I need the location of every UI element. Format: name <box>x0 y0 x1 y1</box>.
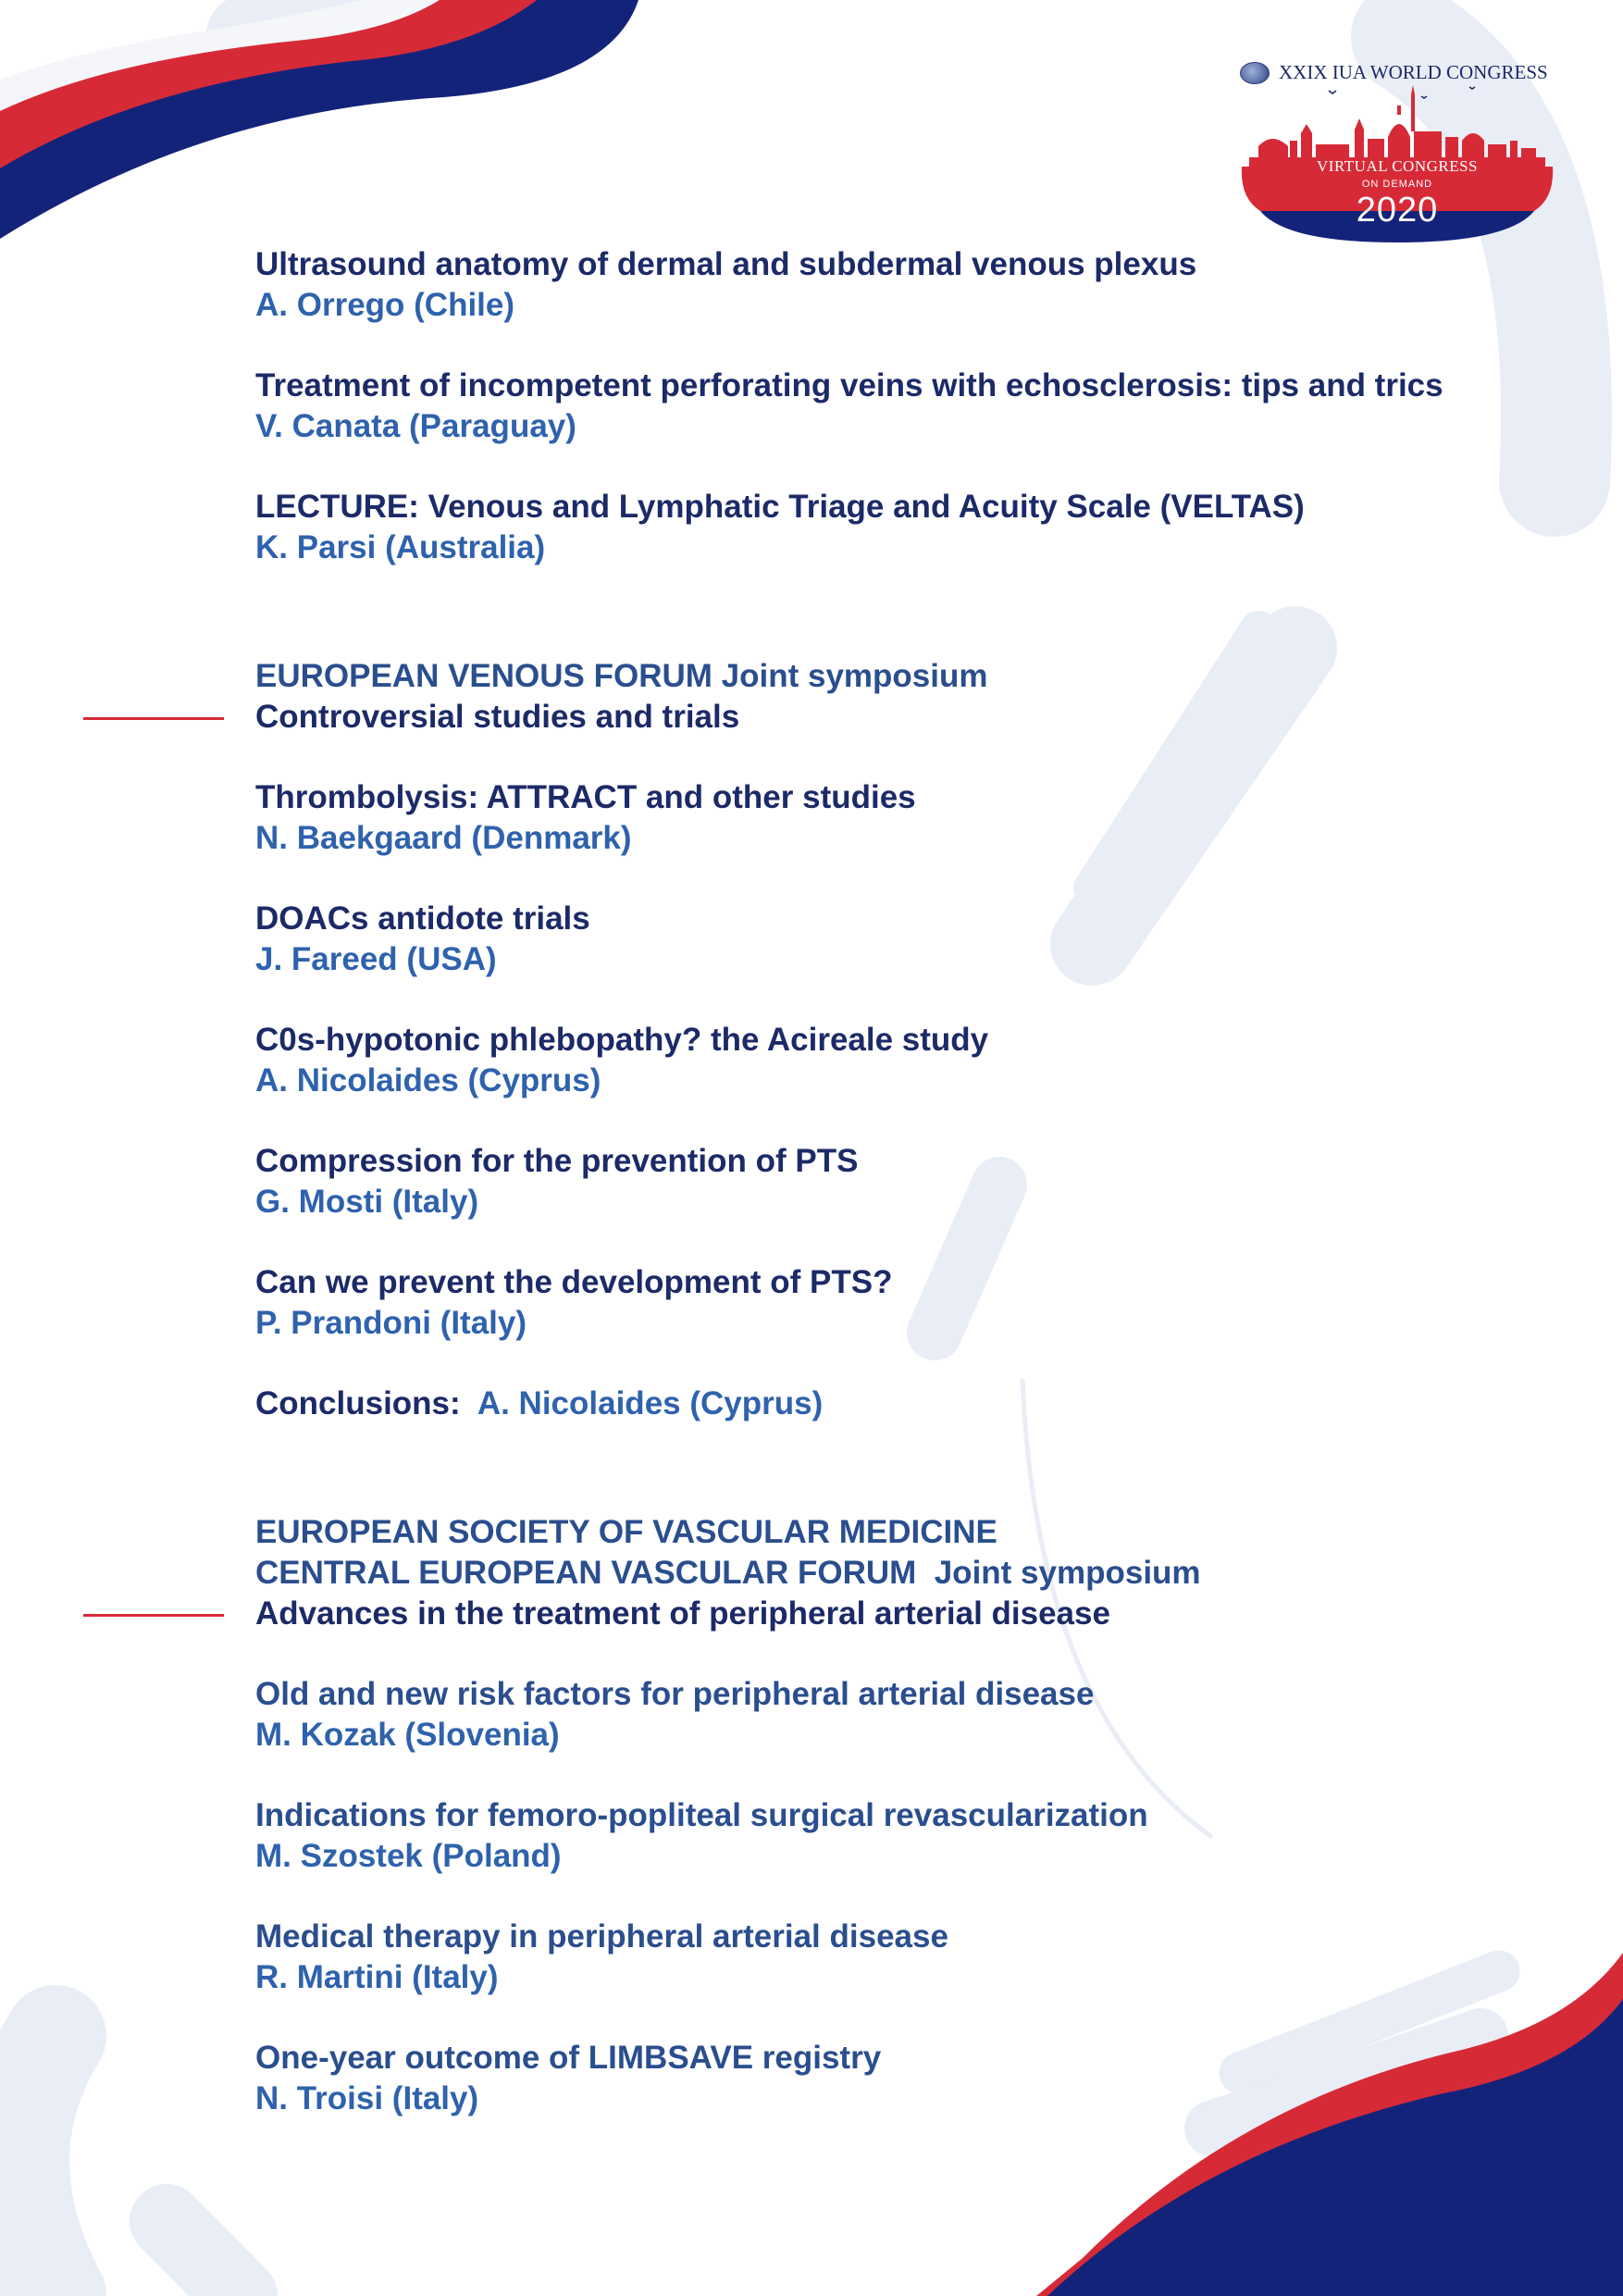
talk-title: One-year outcome of LIMBSAVE registry <box>255 2040 882 2076</box>
talk-speaker: K. Parsi (Australia) <box>255 529 546 565</box>
conclusions-speaker: A. Nicolaides (Cyprus) <box>477 1385 824 1421</box>
talk-speaker: A. Nicolaides (Cyprus) <box>255 1062 601 1098</box>
talk-item <box>255 899 1505 980</box>
talk-title: Thrombolysis: ATTRACT and other studies <box>255 779 916 815</box>
talk-speaker: M. Kozak (Slovenia) <box>255 1717 560 1753</box>
globe-icon <box>1240 62 1270 84</box>
talk-item <box>255 2038 1505 2119</box>
talk-speaker: M. Szostek (Poland) <box>255 1838 562 1874</box>
skyline-badge <box>1240 85 1555 270</box>
talk-speaker: N. Troisi (Italy) <box>255 2080 479 2116</box>
talk-speaker: A. Orrego (Chile) <box>255 287 515 323</box>
badge-virtual-congress: VIRTUAL CONGRESS <box>1317 157 1478 175</box>
talk-title: Indications for femoro-popliteal surgical revascularization <box>255 1797 1148 1833</box>
conclusions-label: Conclusions: <box>255 1385 477 1421</box>
section-header-esvm <box>255 1512 1505 1634</box>
talk-item <box>255 1020 1505 1101</box>
program-content <box>255 244 1505 2159</box>
talk-title: Compression for the prevention of PTS <box>255 1143 859 1179</box>
talk-item <box>255 244 1505 326</box>
talk-item <box>255 1917 1505 1998</box>
section-heading: CENTRAL EUROPEAN VASCULAR FORUM Joint symposium <box>255 1555 1201 1591</box>
talk-item <box>255 366 1505 447</box>
talk-speaker: G. Mosti (Italy) <box>255 1184 479 1220</box>
talk-item <box>255 487 1505 568</box>
congress-logo <box>1240 57 1555 242</box>
badge-year: 2020 <box>1356 191 1439 230</box>
talk-item <box>255 1141 1505 1222</box>
talk-speaker: N. Baekgaard (Denmark) <box>255 820 632 856</box>
section-heading: EUROPEAN VENOUS FORUM Joint symposium <box>255 658 988 694</box>
conclusions-line <box>255 1384 1505 1424</box>
talk-item <box>255 1674 1505 1756</box>
talk-title: LECTURE: Venous and Lymphatic Triage and Acuity Scale (VELTAS) <box>255 489 1305 525</box>
section-heading: EUROPEAN SOCIETY OF VASCULAR MEDICINE <box>255 1514 997 1550</box>
section-subtitle: Controversial studies and trials <box>255 699 740 735</box>
talk-item <box>255 777 1505 859</box>
badge-on-demand: ON DEMAND <box>1361 179 1433 190</box>
congress-name: XXIX IUA WORLD CONGRESS <box>1279 61 1548 83</box>
logo-title <box>1240 61 1555 84</box>
talk-speaker: P. Prandoni (Italy) <box>255 1305 527 1341</box>
section-marker-line <box>83 717 224 720</box>
talk-title: Treatment of incompetent perforating veins with echosclerosis: tips and trics <box>255 367 1443 403</box>
section-marker-line <box>83 1614 224 1617</box>
talk-title: Can we prevent the development of PTS? <box>255 1264 893 1300</box>
section-subtitle: Advances in the treatment of peripheral arterial disease <box>255 1595 1110 1632</box>
talk-item <box>255 1262 1505 1344</box>
talk-speaker: V. Canata (Paraguay) <box>255 408 576 444</box>
talk-title: Old and new risk factors for peripheral arterial disease <box>255 1676 1095 1712</box>
section-header-evf <box>255 656 1505 738</box>
talk-title: Medical therapy in peripheral arterial disease <box>255 1918 948 1955</box>
talk-title: DOACs antidote trials <box>255 900 590 937</box>
conclusions-item <box>255 1384 1505 1424</box>
talk-item <box>255 1795 1505 1877</box>
talk-speaker: R. Martini (Italy) <box>255 1959 499 1995</box>
talk-title: Ultrasound anatomy of dermal and subdermal venous plexus <box>255 246 1197 282</box>
talk-speaker: J. Fareed (USA) <box>255 941 497 977</box>
talk-title: C0s-hypotonic phlebopathy? the Acireale study <box>255 1022 989 1058</box>
